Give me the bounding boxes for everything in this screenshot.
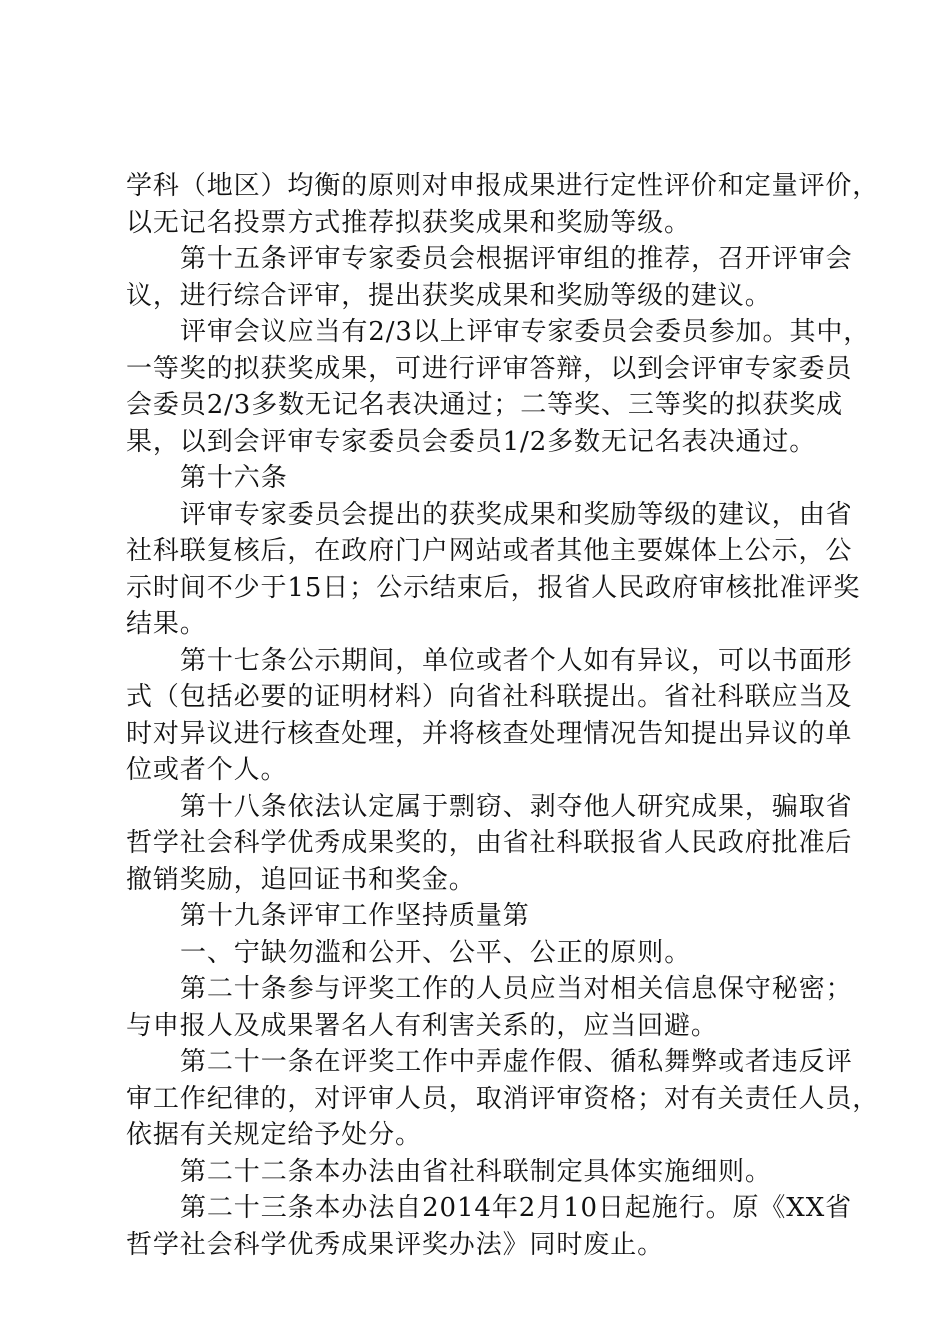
article-22: 第二十二条本办法由省社科联制定具体实施细则。 xyxy=(180,1156,772,1187)
text-line: 与申报人及成果署名人有利害关系的，应当回避。 xyxy=(126,1010,718,1041)
text-line: 位或者个人。 xyxy=(126,755,288,785)
text-line: 时对异议进行核查处理，并将核查处理情况告知提出异议的单 xyxy=(126,718,853,749)
text-line: 哲学社会科学优秀成果奖的，由省社科联报省人民政府批准后 xyxy=(126,828,853,858)
article-15-start: 第十五条评审专家委员会根据评审组的推荐，召开评审会 xyxy=(180,244,853,274)
text-line: 依据有关规定给予处分。 xyxy=(126,1120,422,1150)
text-line: 一等奖的拟获奖成果，可进行评审答辩，以到会评审专家委员 xyxy=(126,353,853,384)
text-line: 一、宁缺勿滥和公开、公平、公正的原则。 xyxy=(180,937,692,968)
text-line: 式（包括必要的证明材料）向省社科联提出。省社科联应当及 xyxy=(126,682,853,712)
article-16-heading: 第十六条 xyxy=(180,463,288,493)
text-line: 果，以到会评审专家委员会委员1/2多数无记名表决通过。 xyxy=(126,426,817,457)
paragraph-start: 评审会议应当有2/3以上评审专家委员会委员参加。其中， xyxy=(180,317,871,347)
text-line: 学科（地区）均衡的原则对申报成果进行定性评价和定量评价， xyxy=(126,171,880,201)
text-line: 示时间不少于15日；公示结束后，报省人民政府审核批准评奖 xyxy=(126,572,861,603)
article-18-start: 第十八条依法认定属于剽窃、剥夺他人研究成果，骗取省 xyxy=(180,791,853,822)
article-23-start: 第二十三条本办法自2014年2月10日起施行。原《XX省 xyxy=(180,1193,853,1223)
text-line: 社科联复核后，在政府门户网站或者其他主要媒体上公示，公 xyxy=(126,536,853,566)
paragraph-start: 评审专家委员会提出的获奖成果和奖励等级的建议，由省 xyxy=(180,499,853,530)
article-19-start: 第十九条评审工作坚持质量第 xyxy=(180,901,530,931)
article-21-start: 第二十一条在评奖工作中弄虚作假、循私舞弊或者违反评 xyxy=(180,1047,853,1077)
document-body xyxy=(126,168,880,1263)
text-line: 撤销奖励，追回证书和奖金。 xyxy=(126,864,476,895)
text-line: 以无记名投票方式推荐拟获奖成果和奖励等级。 xyxy=(126,207,691,238)
text-line: 会委员2/3多数无记名表决通过；二等奖、三等奖的拟获奖成 xyxy=(126,390,844,420)
text-line: 审工作纪律的，对评审人员，取消评审资格；对有关责任人员， xyxy=(126,1083,880,1114)
text-line: 结果。 xyxy=(126,609,207,639)
text-line: 议，进行综合评审，提出获奖成果和奖励等级的建议。 xyxy=(126,280,772,311)
text-line: 哲学社会科学优秀成果评奖办法》同时废止。 xyxy=(126,1229,665,1260)
article-20-start: 第二十条参与评奖工作的人员应当对相关信息保守秘密； xyxy=(180,974,853,1004)
article-17-start: 第十七条公示期间，单位或者个人如有异议，可以书面形 xyxy=(180,645,853,676)
